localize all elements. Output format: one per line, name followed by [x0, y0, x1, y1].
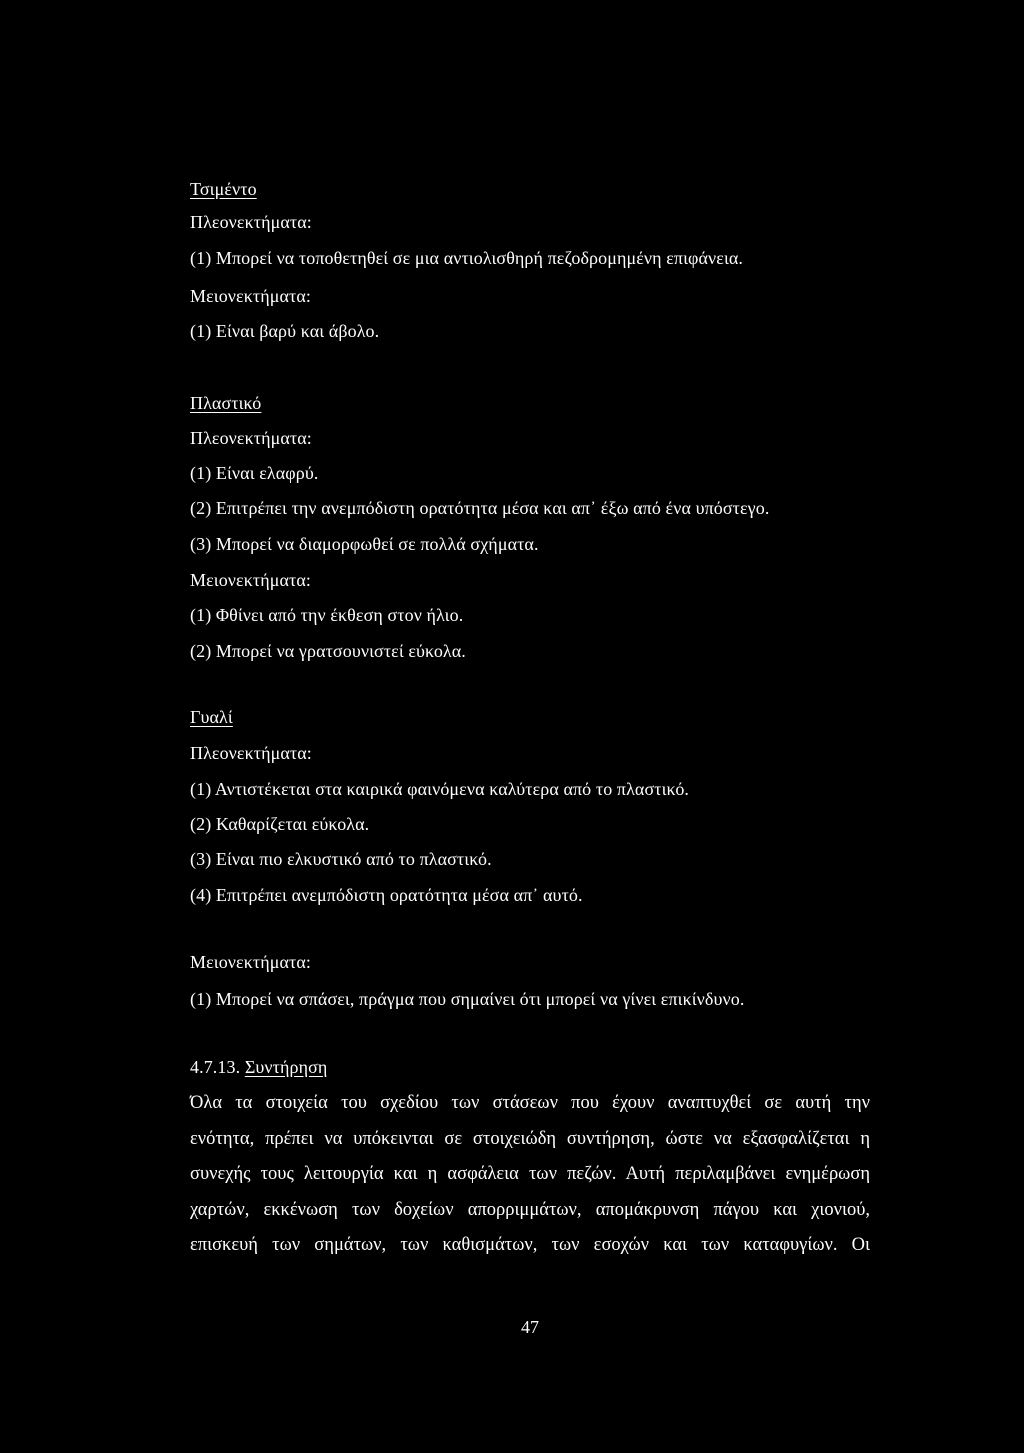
- disadvantages-label: Μειονεκτήματα:: [190, 952, 311, 972]
- list-item: (3) Μπορεί να διαμορφωθεί σε πολλά σχήματα.: [190, 534, 539, 554]
- section-title-glass: Γυαλί: [190, 707, 233, 727]
- list-item: (2) Επιτρέπει την ανεμπόδιστη ορατότητα μέσα και απ᾽ έξω από ένα υπόστεγο.: [190, 498, 770, 518]
- list-item: (1) Μπορεί να τοποθετηθεί σε μια αντιολισθηρή πεζοδρομημένη επιφάνεια.: [190, 248, 744, 268]
- paragraph-line: χαρτών, εκκένωση των δοχείων απορριμμάτων, απομάκρυνση πάγου και χιονιού,: [190, 1199, 870, 1220]
- paragraph-line: συνεχής τους λειτουργία και η ασφάλεια των πεζών. Αυτή περιλαμβάνει ενημέρωση: [190, 1164, 870, 1184]
- section-title-plastic: Πλαστικό: [190, 393, 262, 413]
- advantages-label: Πλεονεκτήματα:: [190, 428, 312, 448]
- page-number: 47: [521, 1317, 539, 1337]
- list-item: (1) Είναι ελαφρύ.: [190, 463, 319, 483]
- list-item: (2) Μπορεί να γρατσουνιστεί εύκολα.: [190, 641, 466, 661]
- section-title-cement: Τσιμέντο: [190, 179, 257, 199]
- list-item: (3) Είναι πιο ελκυστικό από το πλαστικό.: [190, 849, 492, 869]
- list-item: (1) Φθίνει από την έκθεση στον ήλιο.: [190, 605, 464, 625]
- list-item: (4) Επιτρέπει ανεμπόδιστη ορατότητα μέσα απ᾽ αυτό.: [190, 885, 583, 905]
- disadvantages-label: Μειονεκτήματα:: [190, 286, 311, 306]
- list-item: (1) Είναι βαρύ και άβολο.: [190, 321, 380, 341]
- maintenance-heading: [190, 1056, 327, 1078]
- list-item: (1) Μπορεί να σπάσει, πράγμα που σημαίνει ότι μπορεί να γίνει επικίνδυνο.: [190, 989, 745, 1009]
- list-item: (1) Αντιστέκεται στα καιρικά φαινόμενα καλύτερα από το πλαστικό.: [190, 779, 690, 799]
- maintenance-paragraph: [190, 1086, 870, 1264]
- disadvantages-label: Μειονεκτήματα:: [190, 570, 311, 590]
- paragraph-line: επισκευή των σημάτων, των καθισμάτων, των εσοχών και των καταφυγίων. Οι: [190, 1235, 870, 1255]
- paragraph-line: Όλα τα στοιχεία του σχεδίου των στάσεων που έχουν αναπτυχθεί σε αυτή την: [190, 1093, 870, 1113]
- advantages-label: Πλεονεκτήματα:: [190, 743, 312, 763]
- section-number: 4.7.13.: [190, 1057, 241, 1077]
- section-title-maintenance: Συντήρηση: [244, 1057, 328, 1077]
- advantages-label: Πλεονεκτήματα:: [190, 212, 312, 232]
- paragraph-line: ενότητα, πρέπει να υπόκεινται σε στοιχειώδη συντήρηση, ώστε να εξασφαλίζεται η: [190, 1128, 870, 1149]
- list-item: (2) Καθαρίζεται εύκολα.: [190, 814, 370, 834]
